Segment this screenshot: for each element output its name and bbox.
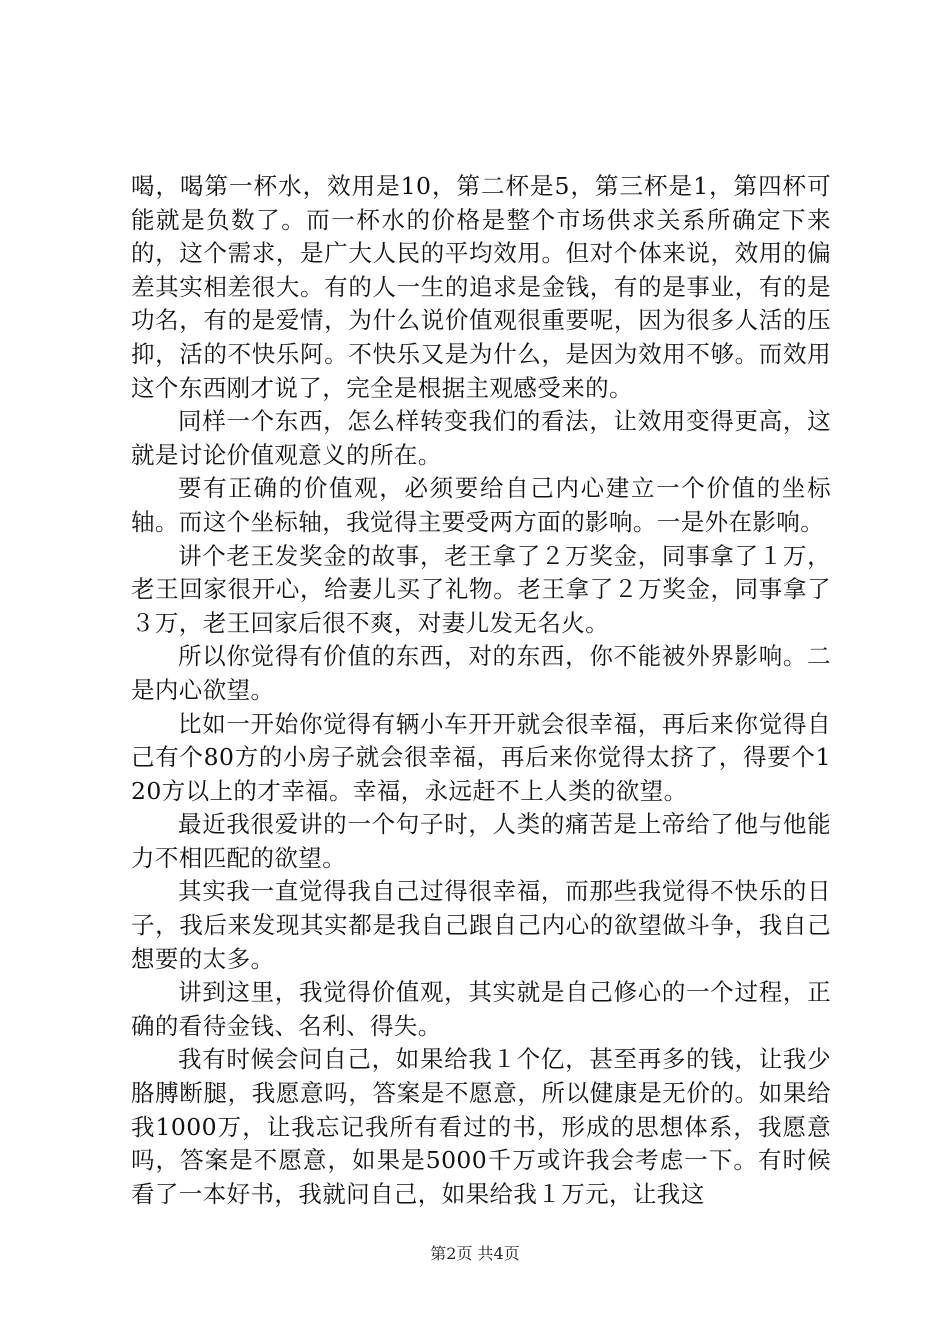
paragraph-7: 最近我很爱讲的一个句子时，人类的痛苦是上帝给了他与他能力不相匹配的欲望。 <box>131 810 831 872</box>
paragraph-6: 比如一开始你觉得有辆小车开开就会很幸福，再后来你觉得自己有个80方的小房子就会很幸福，再后来你觉得太挤了，得要个120方以上的才幸福。幸福，永远赶不上人类的欲望。 <box>131 709 831 805</box>
paragraph-10: 我有时候会问自己，如果给我１个亿，甚至再多的钱，让我少胳膊断腿，我愿意吗，答案是不愿意，所以健康是无价的。如果给我1000万，让我忘记我所有看过的书，形成的思想体系，我愿意吗，答案是不愿意，如果是5000千万或许我会考虑一下。有时候看了一本好书，我就问自己，如果给我１万元，让我这 <box>131 1045 831 1208</box>
paragraph-5: 所以你觉得有价值的东西，对的东西，你不能被外界影响。二是内心欲望。 <box>131 642 831 704</box>
paragraph-8: 其实我一直觉得我自己过得很幸福，而那些我觉得不快乐的日子，我后来发现其实都是我自己跟自己内心的欲望做斗争，我自己想要的太多。 <box>131 877 831 973</box>
paragraph-9: 讲到这里，我觉得价值观，其实就是自己修心的一个过程，正确的看待金钱、名利、得失。 <box>131 978 831 1040</box>
paragraph-2: 同样一个东西，怎么样转变我们的看法，让效用变得更高，这就是讨论价值观意义的所在。 <box>131 407 831 469</box>
paragraph-1: 喝，喝第一杯水，效用是10，第二杯是5，第三杯是1，第四杯可能就是负数了。而一杯水的价格是整个市场供求关系所确定下来的，这个需求，是广大人民的平均效用。但对个体来说，效用的偏差其实相差很大。有的人一生的追求是金钱，有的是事业，有的是功名，有的是爱情，为什么说价值观很重要呢，因为很多人活的压抑，活的不快乐阿。不快乐又是为什么，是因为效用不够。而效用这个东西刚才说了，完全是根据主观感受来的。 <box>131 172 831 402</box>
paragraph-3: 要有正确的价值观，必须要给自己内心建立一个价值的坐标轴。而这个坐标轴，我觉得主要受两方面的影响。一是外在影响。 <box>131 474 831 536</box>
paragraph-4: 讲个老王发奖金的故事，老王拿了２万奖金，同事拿了１万，老王回家很开心，给妻儿买了礼物。老王拿了２万奖金，同事拿了３万，老王回家后很不爽，对妻儿发无名火。 <box>131 541 831 637</box>
document-body <box>131 170 831 1211</box>
page-footer <box>0 1244 950 1264</box>
page-number-label: 第2页 共4页 <box>430 1244 520 1263</box>
